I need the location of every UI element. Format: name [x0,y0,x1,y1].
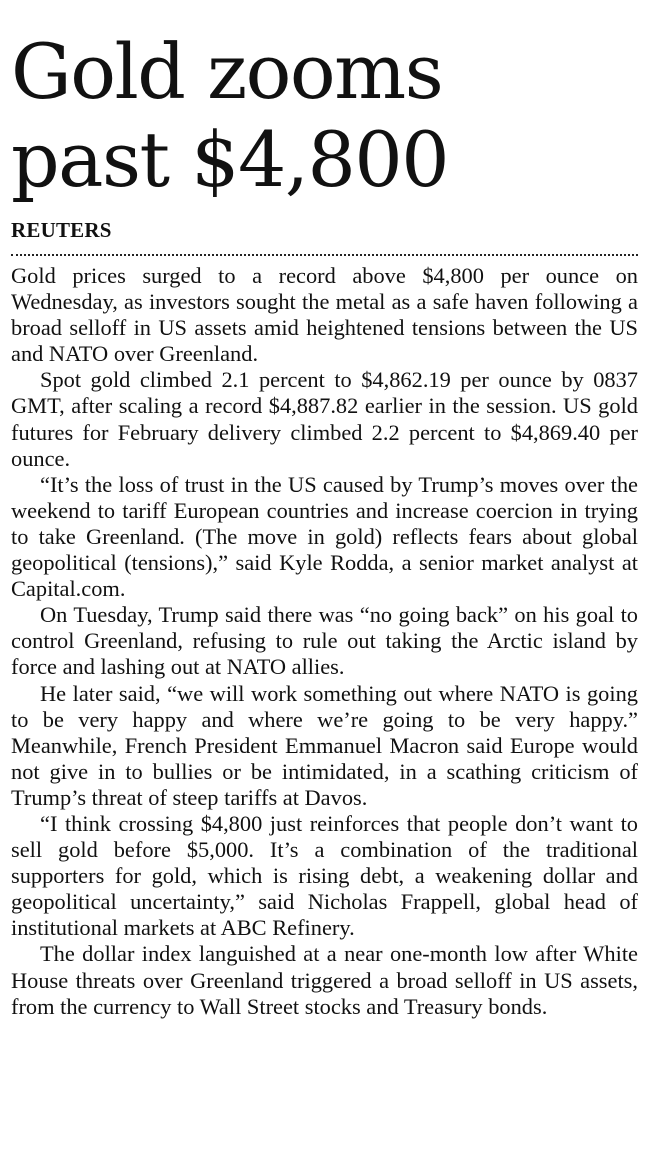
headline-line-2: past $4,800 [11,115,449,204]
headline-line-1: Gold zooms [11,27,443,116]
paragraph-6: “I think crossing $4,800 just reinforces that people don’t want to sell gold before $5,000. It’s a combination of the traditional supporters for gold, which is rising debt, a weakening dollar and geopolitical uncertainty,” said Nicholas Frappell, global head of institutional markets at ABC Refinery. [11,810,638,941]
article-body [11,263,638,1020]
paragraph-7: The dollar index languished at a near one-month low after White House threats over Greenland triggered a broad selloff in US assets, from the currency to Wall Street stocks and Treasury bonds. [11,941,638,1019]
paragraph-2: Spot gold climbed 2.1 percent to $4,862.19 per ounce by 0837 GMT, after scaling a record $4,887.82 earlier in the session. US gold futures for February delivery climbed 2.2 percent to $4,869.40 per ounce. [11,367,638,471]
headline [11,28,638,204]
paragraph-3: “It’s the loss of trust in the US caused by Trump’s moves over the weekend to tariff European countries and increase coercion in trying to take Greenland. (The move in gold) reflects fears about global geopolitical (tensions),” said Kyle Rodda, a senior market analyst at Capital.com. [11,471,638,602]
paragraph-4: On Tuesday, Trump said there was “no going back” on his goal to control Greenland, refusing to rule out taking the Arctic island by force and lashing out at NATO allies. [11,602,638,680]
paragraph-1: Gold prices surged to a record above $4,800 per ounce on Wednesday, as investors sought the metal as a safe haven following a broad selloff in US assets amid heightened tensions between the US and NATO over Greenland. [11,263,638,367]
byline: REUTERS [11,218,112,242]
news-article [11,28,638,1020]
dotted-divider [11,254,638,256]
paragraph-5: He later said, “we will work something out where NATO is going to be very happy and where we’re going to be very happy.” Meanwhile, French President Emmanuel Macron said Europe would not give in to bullies or be intimidated, in a scathing criticism of Trump’s threat of steep tariffs at Davos. [11,680,638,810]
